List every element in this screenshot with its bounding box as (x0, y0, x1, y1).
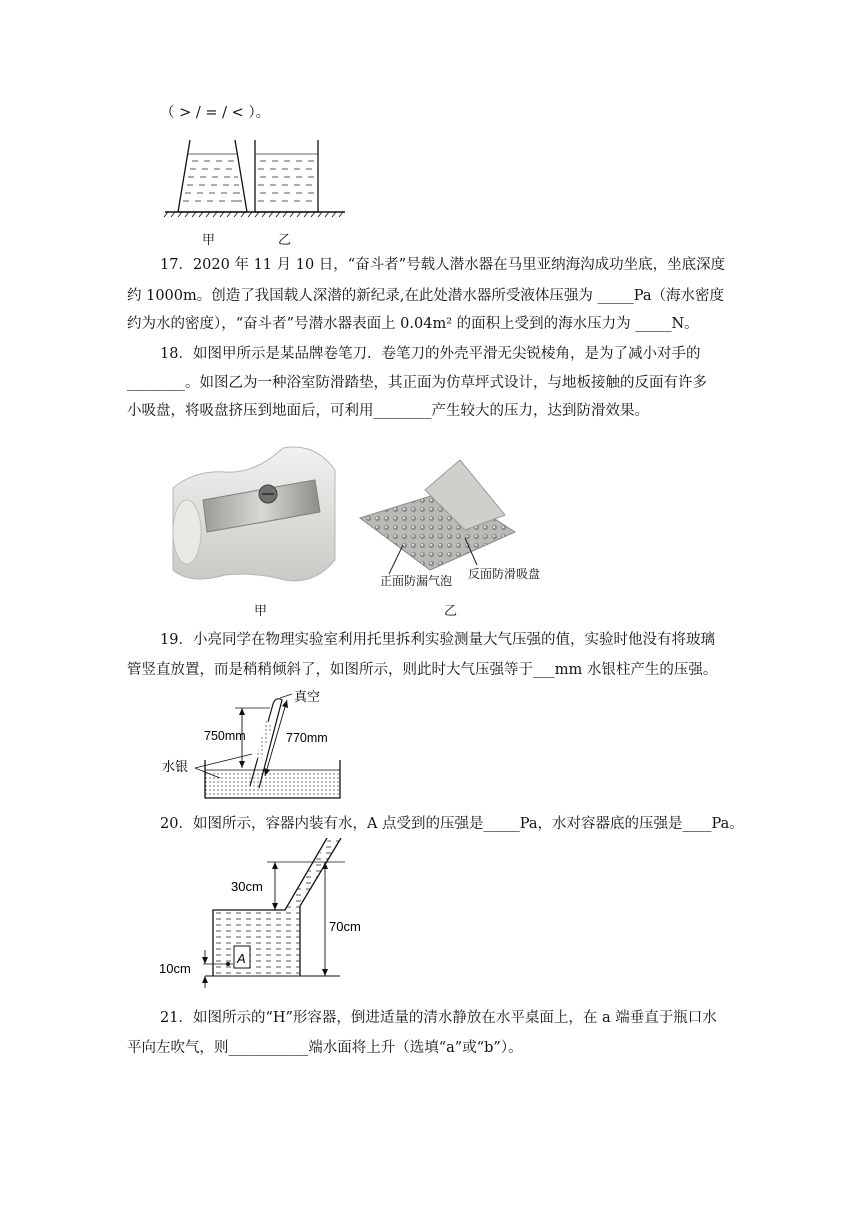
q19-line-2: 管竖直放置，而是稍稍倾斜了，如图所示，则此时大气压强等于___mm 水银柱产生的压强。 (127, 662, 718, 678)
q21-line-2: 平向左吹气，则___________端水面将上升（选填“a”或“b”）。 (127, 1040, 523, 1056)
vacuum-label: 真空 (294, 689, 321, 704)
q18-label-jia: 甲 (254, 604, 268, 619)
q18-line-2: ________。如图乙为一种浴室防滑踏垫，其正面为仿草坪式设计，与地板接触的反面有许多 (127, 375, 707, 391)
pencil-sharpener-image (165, 440, 340, 590)
height-750-label: 750mm (204, 729, 246, 743)
q21-line-1: 21．如图所示的“H”形容器，倒进适量的清水静放在水平桌面上，在 a 端垂直于瓶口水 (160, 1010, 717, 1026)
q19-line-1: 19．小亮同学在物理实验室利用托里拆利实验测量大气压强的值，实验时他没有将玻璃 (160, 632, 715, 648)
point-a-label: A (237, 951, 246, 966)
q18-line-1: 18．如图甲所示是某品牌卷笔刀．卷笔刀的外壳平滑无尖锐棱角，是为了减小对手的 (160, 346, 701, 362)
q18-label-yi: 乙 (444, 604, 458, 619)
depth-70cm-label: 70cm (329, 919, 361, 934)
q17-line-3: 约为水的密度），“奋斗者”号潜水器表面上 0.04m² 的面积上受到的海水压力为 _____N。 (127, 316, 699, 332)
depth-30cm-label: 30cm (231, 879, 263, 894)
q17-line-1: 17．2020 年 11 月 10 日，“奋斗者”号载人潜水器在马里亚纳海沟成功坐底，坐底深度 (160, 257, 726, 273)
mercury-label: 水银 (162, 759, 189, 774)
height-10cm-label: 10cm (159, 961, 191, 976)
q18-line-3: 小吸盘，将吸盘挤压到地面后，可利用________产生较大的压力，达到防滑效果。 (127, 403, 649, 419)
q16-label-jia: 甲 (202, 233, 216, 248)
mat-label-back: 反面防滑吸盘 (468, 567, 541, 581)
q20-line: 20．如图所示，容器内装有水，A 点受到的压强是_____Pa，水对容器底的压强是____Pa。 (160, 816, 744, 832)
q20-container-figure (155, 838, 375, 988)
q17-line-2: 约 1000m。创造了我国载人深潜的新纪录,在此处潜水器所受液体压强为 _____Pa（海水密度 (127, 288, 724, 304)
q16-label-yi: 乙 (278, 233, 292, 248)
length-770-label: 770mm (286, 731, 328, 745)
q16-tail: （ > / = / < ）。 (160, 105, 271, 121)
mat-label-front: 正面防漏气泡 (380, 574, 453, 588)
q16-containers-figure (160, 138, 360, 218)
torricelli-figure (160, 688, 380, 803)
